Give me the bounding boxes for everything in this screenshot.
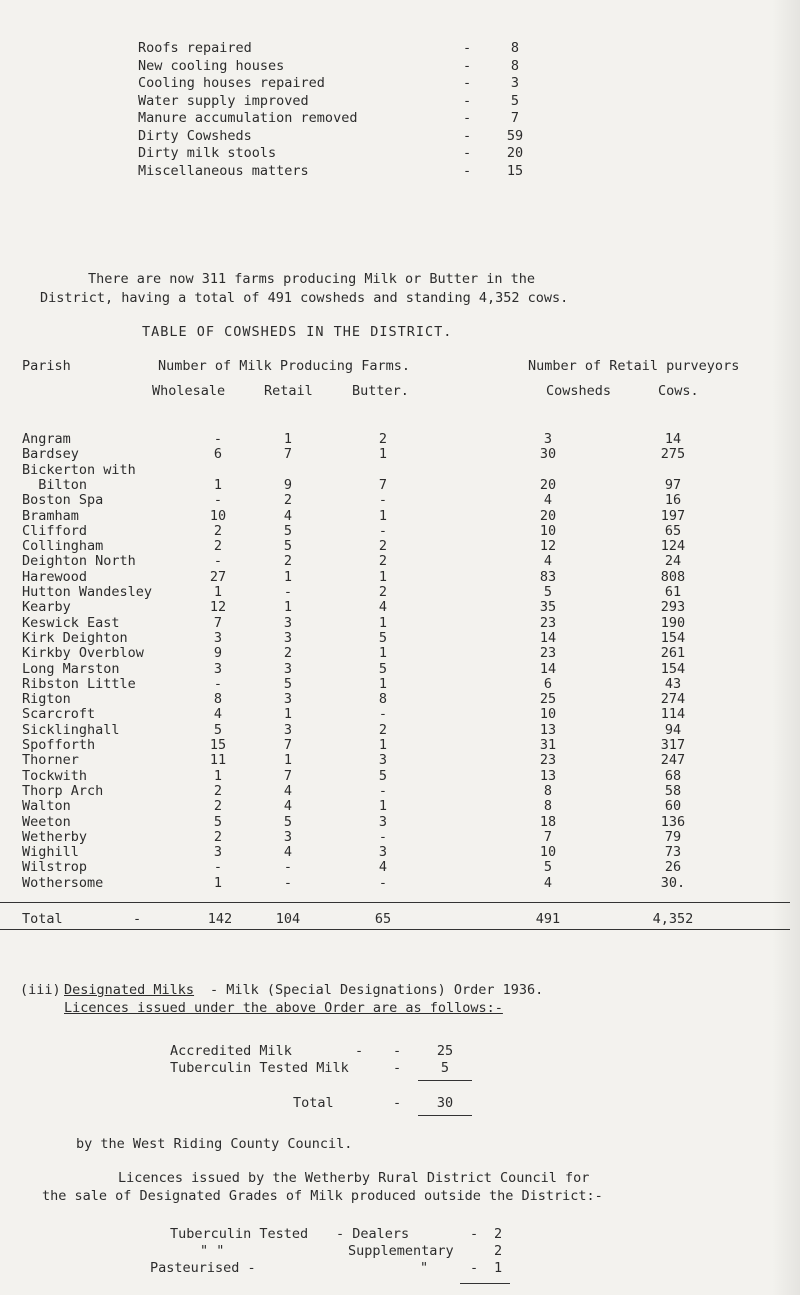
cell-cowsheds: 7	[543, 828, 553, 845]
cell-retail: 7	[283, 737, 293, 753]
cell-cows: 317	[660, 737, 686, 753]
parish-name: Boston Spa	[22, 492, 104, 509]
parish-name: Weeton	[22, 813, 71, 830]
cell-butter: -	[378, 492, 388, 509]
inspection-item-dash: -	[463, 145, 472, 161]
parish-name: Tockwith	[22, 767, 88, 784]
cell-cowsheds: 20	[539, 507, 557, 524]
cell-cowsheds: 20	[539, 476, 557, 493]
cell-wholesale: 6	[213, 446, 223, 463]
cell-cows: 58	[664, 782, 682, 799]
table-row	[0, 630, 800, 646]
cell-cowsheds: 31	[539, 737, 557, 753]
cell-retail: 7	[283, 446, 293, 463]
inspection-item-value: 3	[510, 75, 520, 91]
header-group-retail: Number of Retail purveyors	[528, 358, 740, 374]
cell-cowsheds: 14	[539, 629, 557, 646]
inspection-item-value: 15	[506, 162, 524, 179]
cell-cows: 73	[664, 844, 682, 861]
total-retail: 104	[275, 911, 301, 927]
cell-cows: 197	[660, 507, 686, 524]
cell-cowsheds: 23	[539, 752, 557, 769]
cell-butter: 1	[378, 645, 388, 662]
inspection-item-value: 7	[510, 110, 520, 126]
cell-wholesale: -	[213, 675, 223, 692]
cell-cowsheds: 13	[539, 767, 557, 784]
parish-name: Bramham	[22, 507, 79, 524]
cell-cowsheds: 13	[539, 721, 557, 738]
designated-total-rule	[418, 1115, 472, 1116]
cell-retail: -	[283, 859, 293, 876]
cell-wholesale: 2	[213, 828, 223, 845]
cell-cows: 136	[660, 813, 686, 830]
cell-cowsheds: 10	[539, 844, 557, 861]
cell-cows: 124	[660, 538, 686, 555]
parish-name: Kearby	[22, 599, 71, 616]
cell-retail: 1	[283, 752, 293, 769]
cell-butter: 5	[378, 767, 388, 784]
cell-wholesale: 12	[209, 599, 227, 616]
inspection-item-value: 20	[506, 145, 524, 161]
cell-retail: 2	[283, 553, 293, 570]
cell-cows: 114	[660, 706, 686, 723]
cell-wholesale: -	[213, 553, 223, 570]
cell-cowsheds: 83	[539, 568, 557, 585]
cell-butter: 8	[378, 691, 388, 708]
cell-butter: -	[378, 828, 388, 845]
cell-retail: 7	[283, 767, 293, 784]
cell-retail: 5	[283, 522, 293, 539]
table-row	[0, 722, 800, 738]
parish-name: Walton	[22, 798, 71, 815]
cell-cows: 60	[664, 798, 682, 815]
parish-name: Ribston Little	[22, 675, 136, 692]
cell-retail: 1	[283, 599, 293, 616]
tt-milk-value: 5	[440, 1060, 450, 1076]
table-row	[0, 676, 800, 692]
cell-retail: 4	[283, 782, 293, 799]
grade-1-value: 2	[494, 1226, 503, 1242]
cell-butter: 3	[378, 844, 388, 861]
table-row	[0, 829, 800, 845]
cell-retail: -	[283, 874, 293, 891]
table-row	[0, 553, 800, 569]
parish-name: Wothersome	[22, 874, 104, 891]
parish-name: Bardsey	[22, 446, 79, 463]
cell-cows: 190	[660, 614, 686, 631]
cell-retail: 3	[283, 721, 293, 738]
cell-cows: 275	[660, 446, 686, 463]
parish-name: Scarcroft	[22, 706, 96, 723]
table-row	[0, 814, 800, 830]
table-row	[0, 584, 800, 600]
cell-cows: 61	[664, 584, 682, 600]
parish-name: Wetherby	[22, 828, 88, 845]
cell-cows: 65	[664, 522, 682, 539]
designated-total-value: 30	[436, 1095, 454, 1111]
cell-wholesale: 2	[213, 522, 223, 539]
cell-retail: 9	[283, 476, 293, 493]
table-row	[0, 462, 800, 478]
cell-retail: 5	[283, 538, 293, 555]
grade-3-label: Pasteurised -	[150, 1260, 256, 1276]
accredited-value: 25	[436, 1043, 454, 1059]
cell-retail: 5	[283, 675, 293, 692]
table-row	[0, 508, 800, 524]
cell-cowsheds: 35	[539, 599, 557, 616]
cell-cows: 43	[664, 675, 682, 692]
inspection-item-value: 5	[510, 92, 520, 109]
grade-2-label: " "	[200, 1243, 225, 1259]
inspection-item-label: Dirty Cowsheds	[138, 127, 252, 144]
inspection-item-dash: -	[463, 40, 472, 56]
cell-butter: 1	[378, 507, 388, 524]
cell-cowsheds: 4	[543, 874, 553, 891]
cell-cows: 94	[664, 721, 682, 738]
inspection-item-value: 8	[510, 40, 520, 56]
table-row	[0, 645, 800, 661]
grade-3-type: "	[420, 1260, 429, 1276]
table-row	[0, 538, 800, 554]
cell-butter: 2	[378, 721, 388, 738]
table-row	[0, 569, 800, 585]
cell-butter: 3	[378, 813, 388, 830]
cell-wholesale: 3	[213, 660, 223, 677]
cell-wholesale: 1	[213, 767, 223, 784]
cell-retail: 4	[283, 798, 293, 815]
cell-butter: 1	[378, 798, 388, 815]
parish-name: Kirkby Overblow	[22, 645, 144, 662]
parish-name: Clifford	[22, 522, 88, 539]
inspection-item-label: Dirty milk stools	[138, 145, 277, 161]
inspection-item-label: Manure accumulation removed	[138, 110, 358, 126]
header-wholesale: Wholesale	[152, 383, 226, 399]
cell-wholesale: 4	[213, 706, 223, 723]
grades-rule	[460, 1283, 510, 1284]
cell-wholesale: 2	[213, 798, 223, 815]
cell-cowsheds: 8	[543, 782, 553, 799]
table-title: TABLE OF COWSHEDS IN THE DISTRICT.	[142, 324, 453, 340]
inspection-item-label: Miscellaneous matters	[138, 162, 309, 179]
table-row	[0, 752, 800, 768]
section-line-1: - Milk (Special Designations) Order 1936.	[210, 982, 544, 998]
inspection-item-value: 8	[510, 57, 520, 74]
inspection-item-label: Roofs repaired	[138, 40, 252, 56]
section-heading: Designated Milks	[64, 982, 195, 998]
accredited-dash: -	[355, 1043, 364, 1059]
parish-name: Thorner	[22, 752, 79, 769]
cell-retail: 4	[283, 844, 293, 861]
table-row	[0, 798, 800, 814]
cell-cowsheds: 6	[543, 675, 553, 692]
designated-total-label: Total	[293, 1095, 334, 1111]
table-row	[0, 431, 800, 447]
cell-retail: 2	[283, 645, 293, 662]
header-parish: Parish	[22, 358, 71, 374]
grade-1-type: - Dealers	[336, 1226, 410, 1242]
tt-milk-label: Tuberculin Tested Milk	[170, 1060, 349, 1076]
cell-cows: 16	[664, 492, 682, 509]
cell-butter: 2	[378, 431, 388, 447]
parish-name: Thorp Arch	[22, 782, 104, 799]
cell-retail: -	[283, 584, 293, 600]
cell-wholesale: 15	[209, 737, 227, 753]
table-row	[0, 492, 800, 508]
total-butter: 65	[374, 911, 392, 927]
parish-name: Keswick East	[22, 614, 120, 631]
cell-retail: 1	[283, 568, 293, 585]
accredited-dash-2: -	[393, 1043, 402, 1059]
cell-butter: -	[378, 706, 388, 723]
cell-wholesale: 27	[209, 568, 227, 585]
cell-retail: 3	[283, 828, 293, 845]
parish-name: Wighill	[22, 844, 79, 861]
cell-butter: 4	[378, 859, 388, 876]
cell-wholesale: 8	[213, 691, 223, 708]
cell-cowsheds: 5	[543, 859, 553, 876]
cell-retail: 1	[283, 431, 293, 447]
parish-name: Spofforth	[22, 737, 96, 753]
inspection-item-dash: -	[463, 162, 472, 179]
grade-1-label: Tuberculin Tested	[170, 1226, 309, 1242]
summary-line-1: There are now 311 farms producing Milk or Butter in the	[88, 271, 536, 287]
cell-butter: 2	[378, 584, 388, 600]
cell-wholesale: -	[213, 492, 223, 509]
header-retail: Retail	[264, 383, 313, 399]
parish-name: Harewood	[22, 568, 88, 585]
grade-2-value: 2	[494, 1243, 503, 1259]
cell-cows: 68	[664, 767, 682, 784]
cell-cowsheds: 4	[543, 553, 553, 570]
section-number: (iii)	[20, 982, 61, 998]
cell-cowsheds: 10	[539, 706, 557, 723]
designated-total-dash: -	[393, 1095, 402, 1111]
inspection-item-dash: -	[463, 75, 472, 91]
cell-butter: 1	[378, 614, 388, 631]
parish-name: Long Marston	[22, 660, 120, 677]
licences-line-1: Licences issued by the Wetherby Rural District Council for	[118, 1170, 590, 1186]
table-row	[0, 661, 800, 677]
parish-name: Bilton	[22, 476, 88, 493]
cell-retail: 4	[283, 507, 293, 524]
parish-name: Collingham	[22, 538, 104, 555]
cell-butter: 4	[378, 599, 388, 616]
inspection-item-label: New cooling houses	[138, 57, 285, 74]
cell-cows: 30.	[660, 874, 686, 891]
cell-cowsheds: 23	[539, 614, 557, 631]
cell-butter: 7	[378, 476, 388, 493]
parish-name: Angram	[22, 431, 71, 447]
total-wholesale: 142	[207, 911, 233, 927]
cell-wholesale: 3	[213, 629, 223, 646]
parish-name: Deighton North	[22, 553, 136, 570]
cell-butter: 5	[378, 660, 388, 677]
designated-subtotal-rule	[418, 1080, 472, 1081]
cell-retail: 2	[283, 492, 293, 509]
grade-3-value: 1	[494, 1260, 503, 1276]
cell-cowsheds: 23	[539, 645, 557, 662]
cell-cows: 274	[660, 691, 686, 708]
cell-cows: 26	[664, 859, 682, 876]
parish-name: Hutton Wandesley	[22, 584, 153, 600]
table-row	[0, 844, 800, 860]
cell-butter: -	[378, 782, 388, 799]
total-bottom-rule	[0, 929, 790, 930]
table-row	[0, 737, 800, 753]
cell-wholesale: 1	[213, 874, 223, 891]
cell-wholesale: 2	[213, 782, 223, 799]
total-top-rule	[0, 902, 790, 903]
cell-butter: -	[378, 522, 388, 539]
cell-wholesale: -	[213, 431, 223, 447]
table-row	[0, 875, 800, 891]
table-row	[0, 783, 800, 799]
parish-name: Rigton	[22, 691, 71, 708]
header-cowsheds: Cowsheds	[546, 383, 612, 399]
table-row	[0, 523, 800, 539]
table-row	[0, 477, 800, 493]
cell-retail: 3	[283, 691, 293, 708]
cell-butter: 2	[378, 538, 388, 555]
cell-wholesale: 10	[209, 507, 227, 524]
inspection-item-value: 59	[506, 127, 524, 144]
total-cowsheds: 491	[535, 911, 561, 927]
cell-butter: -	[378, 874, 388, 891]
table-row	[0, 859, 800, 875]
cell-butter: 1	[378, 568, 388, 585]
accredited-label: Accredited Milk	[170, 1043, 292, 1059]
inspection-item-label: Cooling houses repaired	[138, 75, 325, 91]
licences-line-2: the sale of Designated Grades of Milk produced outside the District:-	[42, 1188, 603, 1204]
parish-name: Bickerton with	[22, 461, 136, 478]
inspection-item-dash: -	[463, 127, 472, 144]
inspection-item-dash: -	[463, 57, 472, 74]
cell-butter: 2	[378, 553, 388, 570]
cell-cowsheds: 12	[539, 538, 557, 555]
cell-wholesale: 7	[213, 614, 223, 631]
table-row	[0, 691, 800, 707]
inspection-item-dash: -	[463, 110, 472, 126]
cell-cows: 293	[660, 599, 686, 616]
cell-cows: 247	[660, 752, 686, 769]
cell-cowsheds: 5	[543, 584, 553, 600]
parish-name: Kirk Deighton	[22, 629, 128, 646]
cell-cows: 24	[664, 553, 682, 570]
cell-cows: 261	[660, 645, 686, 662]
cell-cows: 808	[660, 568, 686, 585]
cell-butter: 1	[378, 737, 388, 753]
cell-butter: 1	[378, 446, 388, 463]
cell-wholesale: 11	[209, 752, 227, 769]
grade-1-dash: -	[470, 1226, 479, 1242]
cell-retail: 5	[283, 813, 293, 830]
header-group-farms: Number of Milk Producing Farms.	[158, 358, 410, 374]
header-butter: Butter.	[352, 383, 409, 399]
cell-wholesale: 2	[213, 538, 223, 555]
cell-cowsheds: 3	[543, 431, 553, 447]
grade-2-type: Supplementary	[348, 1243, 454, 1259]
cell-wholesale: 1	[213, 584, 223, 600]
cell-cowsheds: 4	[543, 492, 553, 509]
inspection-item-dash: -	[463, 92, 472, 109]
cell-cows: 97	[664, 476, 682, 493]
section-line-2: Licences issued under the above Order are as follows:-	[64, 1000, 503, 1016]
cell-wholesale: 3	[213, 844, 223, 861]
cell-cowsheds: 25	[539, 691, 557, 708]
table-row	[0, 599, 800, 615]
table-row	[0, 446, 800, 462]
cell-cowsheds: 8	[543, 798, 553, 815]
total-label: Total	[22, 911, 63, 927]
by-line: by the West Riding County Council.	[76, 1136, 353, 1152]
cell-wholesale: 1	[213, 476, 223, 493]
tt-milk-dash: -	[393, 1060, 402, 1076]
cell-butter: 3	[378, 752, 388, 769]
grade-3-dash: -	[470, 1260, 479, 1276]
cell-retail: 1	[283, 706, 293, 723]
parish-name: Sicklinghall	[22, 721, 120, 738]
inspection-item-label: Water supply improved	[138, 92, 309, 109]
cell-retail: 3	[283, 614, 293, 631]
cell-wholesale: -	[213, 859, 223, 876]
cell-cows: 154	[660, 660, 686, 677]
cell-wholesale: 9	[213, 645, 223, 662]
cell-retail: 3	[283, 629, 293, 646]
parish-name: Wilstrop	[22, 859, 88, 876]
cell-cowsheds: 30	[539, 446, 557, 463]
cell-wholesale: 5	[213, 813, 223, 830]
table-row	[0, 768, 800, 784]
cell-cowsheds: 10	[539, 522, 557, 539]
total-cows: 4,352	[652, 911, 694, 927]
cell-cows: 14	[664, 431, 682, 447]
cell-butter: 5	[378, 629, 388, 646]
header-cows: Cows.	[658, 383, 699, 399]
cell-wholesale: 5	[213, 721, 223, 738]
cell-cowsheds: 18	[539, 813, 557, 830]
cell-retail: 3	[283, 660, 293, 677]
table-row	[0, 615, 800, 631]
total-dash: -	[133, 911, 142, 927]
summary-line-2: District, having a total of 491 cowsheds and standing 4,352 cows.	[40, 290, 569, 306]
cell-cows: 154	[660, 629, 686, 646]
cell-butter: 1	[378, 675, 388, 692]
cell-cows: 79	[664, 828, 682, 845]
table-row	[0, 706, 800, 722]
cell-cowsheds: 14	[539, 660, 557, 677]
